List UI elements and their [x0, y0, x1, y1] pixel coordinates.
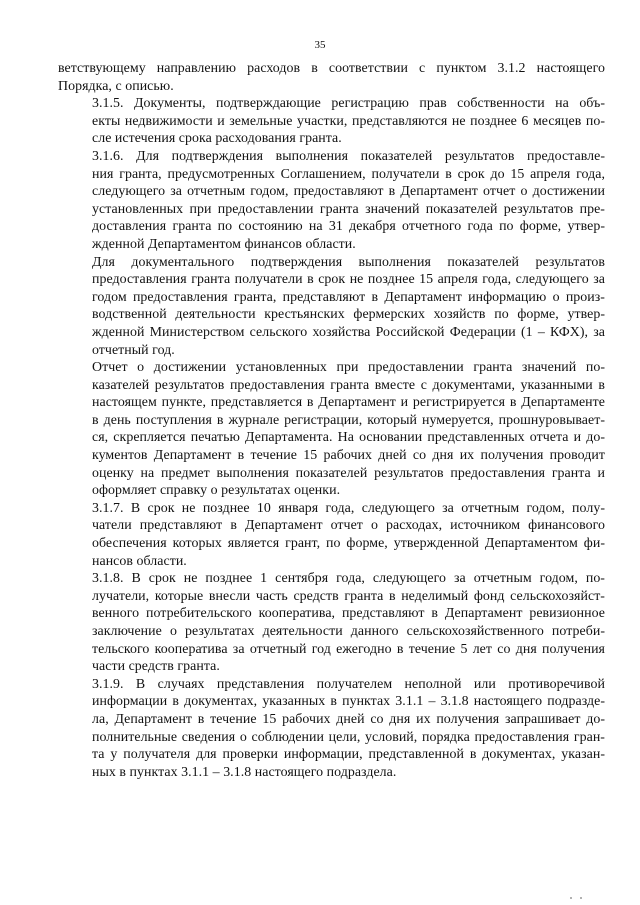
text-line: предоставления гранта получатели в срок не позднее 15 апреля года, следующего за	[92, 272, 605, 288]
text-line: информации в документах, указанных в пунктах 3.1.1 – 3.1.8 настоящего подразде-	[92, 694, 605, 710]
text-line: 3.1.9. В случаях представления получателем неполной или противоречивой	[92, 676, 605, 692]
text-line: жденной Департаментом финансов области.	[92, 236, 356, 252]
text-line: Для документального подтверждения выполнения показателей результатов	[92, 254, 605, 270]
page-number: 35	[314, 39, 326, 51]
text-line: водственной деятельности крестьянских фермерских хозяйств по форме, утвер-	[92, 307, 605, 323]
text-line: заключение о результатах деятельности данного сельскохозяйственного потреби-	[92, 624, 605, 639]
text-line: ла, Департамент в течение 15 рабочих дней со дня их получения запрашивает до-	[92, 711, 605, 727]
text-line: годом предоставления гранта, представляют в Департамент информацию о произ-	[92, 289, 605, 305]
text-line: та у получателя для проверки информации, представленной в документах, указан-	[92, 747, 605, 763]
text-line: 3.1.7. В срок не позднее 10 января года, следующего за отчетным годом, полу-	[92, 500, 605, 516]
text-line: доставления гранта по состоянию на 31 декабря отчетного года по форме, утвер-	[92, 219, 605, 235]
paragraph-report-registration	[58, 359, 605, 500]
paragraph-continuation	[58, 60, 605, 95]
text-line: ных в пунктах 3.1.1 – 3.1.8 настоящего подраздела.	[92, 764, 397, 780]
text-line: ния гранта, предусмотренных Соглашением, получатели в срок до 15 апреля года,	[92, 166, 605, 182]
text-line: 3.1.8. В срок не позднее 1 сентября года, следующего за отчетным годом, по-	[92, 571, 605, 587]
text-line: ся, скрепляется печатью Департамента. На основании представленных отчета и до-	[92, 430, 605, 446]
text-line: венного потребительского кооператива, представляют в Департамент ревизионное	[92, 606, 605, 622]
text-line: нансов области.	[92, 553, 187, 569]
text-line: Отчет о достижении установленных при предоставлении гранта значений по-	[92, 360, 605, 376]
document-body	[58, 60, 605, 781]
text-line: 3.1.5. Документы, подтверждающие регистрацию прав собственности на объ-	[92, 96, 605, 112]
paragraph-3-1-6	[58, 148, 605, 254]
text-line: обеспечения которых является грант, по форме, утвержденной Департаментом фи-	[92, 536, 605, 552]
text-line: кументов Департамент в течение 15 рабочих дней со дня их получения проводит	[92, 448, 605, 464]
text-line: екты недвижимости и земельные участки, представляются не позднее 6 месяцев по-	[92, 113, 605, 129]
text-line: оценку на предмет выполнения показателей результатов предоставления гранта и	[92, 465, 605, 481]
paragraph-3-1-9	[58, 676, 605, 782]
text-line: установленных при предоставлении гранта значений показателей результатов пре-	[92, 201, 605, 217]
text-line: казателей результатов предоставления гранта вместе с документами, указанными в	[92, 377, 605, 393]
text-line: чатели представляют в Департамент отчет о расходах, источником финансового	[92, 518, 605, 534]
scan-speck	[570, 897, 572, 899]
text-line: полнительные сведения о соблюдении цели, условий, порядка предоставления гран-	[92, 729, 605, 745]
text-line: ветствующему направлению расходов в соответствии с пунктом 3.1.2 настоящего	[58, 61, 605, 76]
text-line: лучатели, которые внесли часть средств гранта в неделимый фонд сельскохозяйст-	[92, 588, 605, 604]
text-line: жденной Министерством сельского хозяйства Российской Федерации (1 – КФХ), за	[92, 324, 605, 340]
text-line: 3.1.6. Для подтверждения выполнения показателей результатов предоставле-	[92, 148, 605, 164]
text-line: Порядка, с описью.	[58, 78, 174, 94]
text-line: тельского кооператива за отчетный год ежегодно в течение 5 лет со дня получения	[92, 641, 605, 657]
text-line: отчетный год.	[92, 342, 175, 358]
paragraph-3-1-5	[58, 95, 605, 148]
text-line: сле истечения срока расходования гранта.	[92, 131, 342, 147]
text-line: оформляет справку о результатах оценки.	[92, 483, 341, 499]
paragraph-documentary-confirmation	[58, 254, 605, 360]
text-line: следующего за отчетным годом, предоставляют в Департамент отчет о достижении	[92, 184, 605, 200]
scan-speck	[580, 897, 582, 899]
paragraph-3-1-8	[58, 570, 605, 676]
paragraph-3-1-7	[58, 500, 605, 570]
text-line: в день поступления в журнале регистрации, который нумеруется, прошнуровывает-	[92, 412, 605, 428]
text-line: части средств гранта.	[92, 659, 220, 675]
text-line: настоящем пункте, представляется в Департамент и регистрируется в Департаменте	[92, 395, 605, 411]
